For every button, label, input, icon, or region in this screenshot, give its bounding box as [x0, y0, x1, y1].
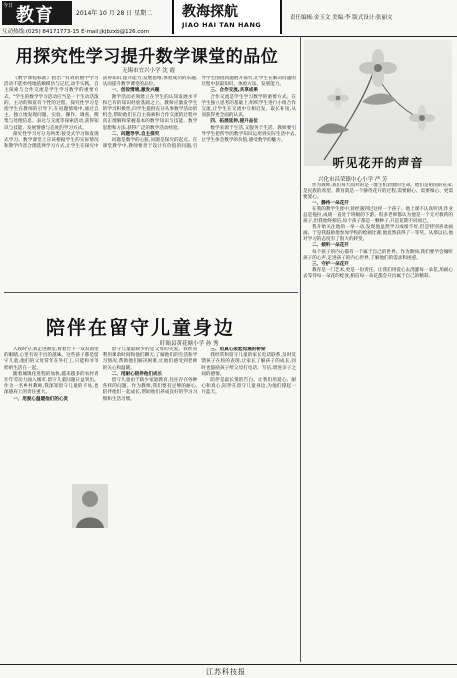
flower-illustration: [304, 40, 452, 166]
page-header: [0, 0, 457, 37]
article1-paragraph: 合作交流是学生学习数学的重要方式。在学生独立思考的基础上,组织学生进行小组合作交流,让学生在交流中互相启发、取长补短,从而获得更全面的认识。: [201, 94, 296, 119]
article3-byline: 盱眙县黄花塘小学 孙 秀: [160, 341, 219, 347]
article1-title: 用探究性学习提升数学课堂的品位: [15, 47, 279, 67]
article1-subheading: 四、拓展延伸,提升品位: [210, 119, 258, 125]
article1-paragraph: 数学来源于生活,又服务于生活。教师要引导学生把所学的数学知识运用到实际生活中去,让学生体会数学的价值,感受数学的魅力。: [201, 125, 296, 144]
article2-title: 听见花开的声音: [332, 156, 424, 170]
article2-paragraph: 在我的教学生涯中,曾经遇到过这样一个孩子。他上课不认真听讲,作业总是拖拉,成绩一直处于班级的下游。很多老师都认为他是一个无可救药的孩子,但我始终相信,每个孩子都是一颗种子,只是花期不同而已。: [303, 207, 453, 225]
section-title-en: JIAO HAI TAN HANG: [182, 21, 262, 29]
article2-subheading: 二、倾听一朵花开: [312, 243, 349, 249]
page-footer: [0, 664, 457, 678]
article1-paragraph: 教学活动必须建立在学生的认知发展水平和已有的知识经验基础之上。教师应激发学生的学习积极性,向学生提供充分从事数学活动的机会,帮助他们在自主探索和合作交流的过程中真正理解和掌握基本的数学知识与技能、数学思想和方法,获得广泛的数学活动经验。: [102, 94, 198, 131]
article1-paragraph: 《数学课程标准》指出:"有效的数学学习活动不能单纯地依赖模仿与记忆,动手实践、自主探索与合作交流是学生学习数学的重要方式。"学生的数学学习活动应当是一个生动活泼的、主动的和富有个性的过程。探究性学习是指学生在教师的引导下,在问题情境中,通过自主、独立地发现问题、实验、操作、调查、搜集与处理信息、表达与交流等探索活动,获得知识与技能、发展情感与态度的学习方式。: [4, 76, 99, 131]
article2-paragraph: 每个孩子的内心都有一个属于自己的世界。作为教师,我们要学会倾听孩子的心声,走进孩子的内心世界,了解他们的需求和困惑。: [303, 249, 453, 261]
section-title: 教海探航: [182, 4, 238, 20]
contact-line: 互动热线:(025) 84171773-15 E-mail:jkjbzxb@126.com: [2, 29, 150, 35]
article3-paragraph: 陪伴是最长情的告白。让我们用爱心、耐心和真心,陪伴在留守儿童身边,为他们撑起一片蓝天。: [201, 378, 296, 396]
article3-body: [4, 347, 296, 663]
section-divider: [4, 292, 298, 293]
column-divider: [300, 36, 301, 662]
article3-subheading: 三、用真心架起沟通的桥梁: [210, 347, 266, 352]
article2-body: [303, 183, 453, 621]
article2-subheading: 一、静待一朵花开: [312, 201, 349, 207]
article1-byline: 无锡市宜兴小学 沈 霞: [122, 68, 175, 74]
footer-publication: 江苏科技报: [206, 668, 246, 676]
article1-subheading: 二、问题导学,自主探究: [111, 131, 160, 137]
masthead-title: 教育: [16, 5, 54, 26]
author-photo: [72, 484, 108, 528]
article3-subheading: 一、用爱心温暖他们的心灵: [13, 396, 69, 402]
masthead-side-label: 今日: [3, 3, 14, 9]
article2-byline: 兴化市昌荣镇中心小学 严 芳: [318, 177, 388, 183]
article1-paragraph: 问题是数学的心脏,问题是探究的起点。在课堂教学中,教师要善于设计有价值的问题,引导学生围绕问题展开探究,让学生在解决问题的过程中获取知识、体验方法、发展能力。: [102, 76, 296, 150]
issue-date: 2014年 10 月 28 日 星期二: [76, 10, 153, 17]
article1-subheading: 一、创设情境,激发兴趣: [111, 88, 160, 94]
article1-body: [4, 76, 296, 290]
article3-paragraph: 入夜时分,我走进教室,看着台下一双双渴望的眼睛,心里有说不出的滋味。这些孩子都是留守儿童,他们的父母常年在外打工,只能和爷爷奶奶生活在一起。: [4, 347, 99, 371]
article2-paragraph: 教育是一门艺术,更是一份责任。让我们用爱心去浇灌每一朵花,用耐心去等待每一朵花的绽放,相信每一朵花都会开出属于自己的精彩。: [303, 267, 453, 279]
editors-credit: 责任编辑:金玉文 美编:李 版式设计:张丽文: [290, 15, 393, 21]
masthead: [2, 1, 72, 25]
article3-paragraph: 留守儿童由于缺少家庭教育,往往存在各种各样的问题。作为教师,我们要有足够的耐心,陪伴他们一起成长,帮助他们养成良好的学习习惯和生活习惯。: [102, 378, 198, 402]
article1-subheading: 三、合作交流,共享成果: [210, 88, 258, 94]
article3-paragraph: 随着城镇化进程的加快,越来越多的农村青壮年劳动力涌入城市,留守儿童问题日益突出。作为一名乡村教师,我深知留守儿童的不易,也深感肩上的责任重大。: [4, 371, 99, 396]
article2-paragraph: 我开始关注他的一举一动,发现他虽然学习成绩不好,但是特别喜欢画画。于是我鼓励他参加学校的绘画比赛,他竟然获得了一等奖。从那以后,他对学习的态度有了很大的转变。: [303, 225, 453, 243]
article2-paragraph: 作为教师,我们每天面对的是一群生机勃勃的生命。他们是祖国的花朵,是民族的希望。教育就是一个静待花开的过程,需要耐心、需要细心、更需要爱心。: [303, 183, 453, 201]
article1-paragraph: 探究性学习可分为两类:接受式学习和发现式学习。数学课堂上应该根据学生的实际情况和教学内容合理选择学习方式,让学生在探究中获得知识,提升能力,发展思维,体验成功的乐趣,从而提升数学课堂的品位。: [4, 76, 198, 150]
article2-subheading: 三、守护一朵花开: [312, 261, 349, 267]
article3-title: 陪伴在留守儿童身边: [46, 317, 236, 339]
article3-paragraph: 留守儿童最缺少的是父母的关爱。我经常利用课余时间和他们聊天,了解他们的生活和学习情况,帮助他们解决困难,让他们感受到老师的关心和温暖。: [102, 347, 198, 371]
article3-paragraph: 我经常和留守儿童的家长电话联系,及时反馈孩子在校的表现,让家长了解孩子的成长,同时也鼓励孩子给父母打电话、写信,增进亲子之间的感情。: [201, 353, 296, 377]
section-banner: [172, 0, 282, 34]
article3-subheading: 二、用耐心陪伴他们成长: [111, 371, 163, 377]
